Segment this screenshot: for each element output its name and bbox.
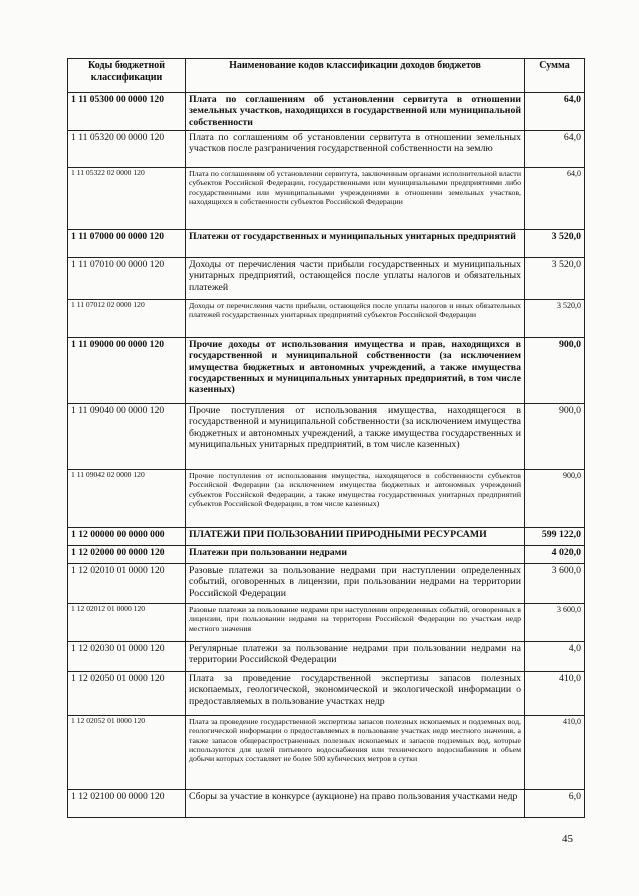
row-code: 1 11 05322 02 0000 120 [68, 168, 186, 230]
table-row [68, 604, 585, 642]
row-name: Платежи от государственных и муниципальных унитарных предприятий [186, 230, 525, 258]
row-code: 1 11 07000 00 0000 120 [68, 230, 186, 258]
row-code: 1 12 02012 01 0000 120 [68, 604, 186, 642]
table-row [68, 258, 585, 300]
row-amount: 6,0 [525, 790, 585, 818]
table-row [68, 300, 585, 338]
row-amount: 64,0 [525, 131, 585, 168]
row-amount: 64,0 [525, 93, 585, 131]
row-name: Доходы от перечисления части прибыли государственных и муниципальных унитарных предприятий, остающейся после уплаты налогов и обязательных платежей [186, 258, 525, 300]
row-code: 1 11 05320 00 0000 120 [68, 131, 186, 168]
row-amount: 4,0 [525, 642, 585, 672]
row-amount: 3 520,0 [525, 258, 585, 300]
table-row [68, 528, 585, 546]
row-code: 1 11 05300 00 0000 120 [68, 93, 186, 131]
row-name: Плата по соглашениям об установлении сервитута, заключенным органами исполнительной власти субъектов Российской Федерации, государственными или муниципальными предприятиями либо государственными или муниципальными учреждениями в отношении земельных участков, находящихся в собственности субъектов Российской Федерации [186, 168, 525, 230]
table-row [68, 672, 585, 716]
budget-income-table [67, 58, 585, 818]
row-code: 1 12 02050 01 0000 120 [68, 672, 186, 716]
row-name: Разовые платежи за пользование недрами при наступлении определенных событий, оговоренных в лицензии, при пользовании недрами на территории Российской Федерации по участкам недр местного значения [186, 604, 525, 642]
row-name: Прочие поступления от использования имущества, находящегося в собственности субъектов Российской Федерации (за исключением имущества бюджетных и автономных учреждений субъектов Российской Федерации, а также имущества государственных унитарных предприятий субъектов Российской Федерации, в том числе казенных) [186, 470, 525, 528]
header-name: Наименование кодов классификации доходов бюджетов [186, 59, 525, 93]
table-row [68, 168, 585, 230]
row-name: Прочие поступления от использования имущества, находящегося в государственной и муниципальной собственности (за исключением имущества бюджетных и автономных учреждений, а также имущества государственных и муниципальных унитарных предприятий, в том числе казенных) [186, 404, 525, 470]
row-name: Сборы за участие в конкурсе (аукционе) на право пользования участками недр [186, 790, 525, 818]
table-row [68, 790, 585, 818]
table-row [68, 230, 585, 258]
row-code: 1 11 07010 00 0000 120 [68, 258, 186, 300]
header-amount: Сумма [525, 59, 585, 93]
row-code: 1 11 09040 00 0000 120 [68, 404, 186, 470]
row-code: 1 11 07012 02 0000 120 [68, 300, 186, 338]
row-amount: 3 520,0 [525, 230, 585, 258]
row-code: 1 12 02052 01 0000 120 [68, 716, 186, 790]
row-name: Плата по соглашениям об установлении сервитута в отношении земельных участков, находящихся в государственной или муниципальной собственности [186, 93, 525, 131]
row-code: 1 12 02000 00 0000 120 [68, 546, 186, 564]
row-name: Плата по соглашениям об установлении сервитута в отношении земельных участков после разграничения государственной собственности на землю [186, 131, 525, 168]
row-name: Регулярные платежи за пользование недрами при пользовании недрами на территории Российской Федерации [186, 642, 525, 672]
row-code: 1 12 02030 01 0000 120 [68, 642, 186, 672]
table-row [68, 404, 585, 470]
row-amount: 900,0 [525, 404, 585, 470]
header-codes: Коды бюджетной классификации [68, 59, 186, 93]
table-header-row [68, 59, 585, 93]
row-amount: 3 520,0 [525, 300, 585, 338]
row-code: 1 11 09042 02 0000 120 [68, 470, 186, 528]
table-row [68, 642, 585, 672]
row-amount: 64,0 [525, 168, 585, 230]
row-code: 1 12 02100 00 0000 120 [68, 790, 186, 818]
row-amount: 599 122,0 [525, 528, 585, 546]
row-amount: 3 600,0 [525, 564, 585, 604]
table-row [68, 338, 585, 404]
row-code: 1 11 09000 00 0000 120 [68, 338, 186, 404]
row-amount: 3 600,0 [525, 604, 585, 642]
row-amount: 4 020,0 [525, 546, 585, 564]
table-row [68, 131, 585, 168]
row-name: Доходы от перечисления части прибыли, остающейся после уплаты налогов и иных обязательных платежей государственных унитарных предприятий субъектов Российской Федерации [186, 300, 525, 338]
table-row [68, 93, 585, 131]
table-row [68, 546, 585, 564]
row-amount: 410,0 [525, 672, 585, 716]
row-name: Прочие доходы от использования имущества и прав, находящихся в государственной и муниципальной собственности (за исключением имущества бюджетных и автономных учреждений, а также имущества государственных и муниципальных унитарных предприятий, в том числе казенных) [186, 338, 525, 404]
row-code: 1 12 02010 01 0000 120 [68, 564, 186, 604]
page-number: 45 [562, 833, 573, 845]
row-name: Разовые платежи за пользование недрами при наступлении определенных событий, оговоренных в лицензии, при пользовании недрами на территории Российской Федерации [186, 564, 525, 604]
row-code: 1 12 00000 00 0000 000 [68, 528, 186, 546]
row-amount: 410,0 [525, 716, 585, 790]
table-row [68, 470, 585, 528]
row-name: Плата за проведение государственной экспертизы запасов полезных ископаемых и подземных вод, геологической информации о предоставляемых в пользование участках недр местного значения, а также запасов общераспространенных полезных ископаемых и запасов подземных вод, которые используются для целей питьевого водоснабжения или технического водоснабжения и объем добычи которых составляет не более 500 кубических метров в сутки [186, 716, 525, 790]
row-name: Платежи при пользовании недрами [186, 546, 525, 564]
row-name: Плата за проведение государственной экспертизы запасов полезных ископаемых, геологической, экономической и экологической информации о предоставляемых в пользование участках недр [186, 672, 525, 716]
table-row [68, 564, 585, 604]
row-amount: 900,0 [525, 470, 585, 528]
row-name: ПЛАТЕЖИ ПРИ ПОЛЬЗОВАНИИ ПРИРОДНЫМИ РЕСУРСАМИ [186, 528, 525, 546]
table-row [68, 716, 585, 790]
row-amount: 900,0 [525, 338, 585, 404]
